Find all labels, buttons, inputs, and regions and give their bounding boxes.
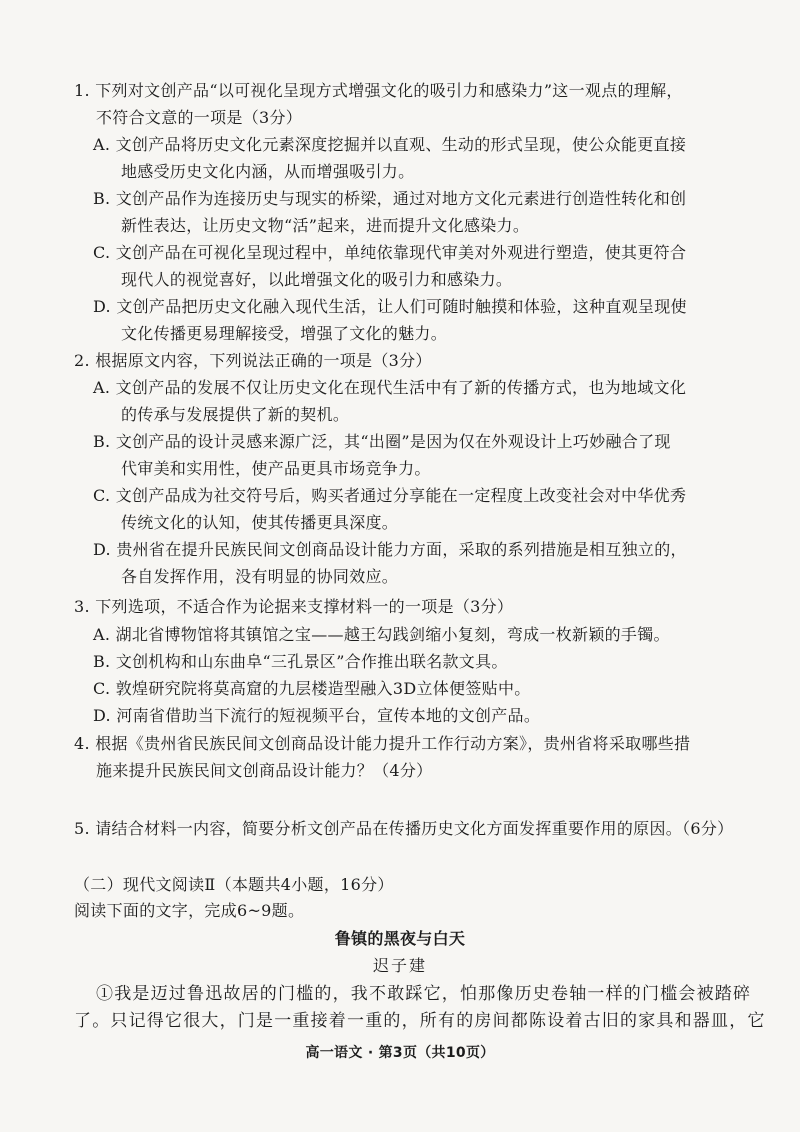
q3-option-b: B. 文创机构和山东曲阜“三孔景区”合作推出联名款文具。 [93, 652, 508, 671]
q1-option-d-line-2: 文化传播更易理解接受，增强了文化的魅力。 [121, 324, 448, 343]
q4-line-2: 施来提升民族民间文创商品设计能力？（4分） [96, 761, 433, 780]
q1-stem-line-1: 1. 下列对文创产品“以可视化呈现方式增强文化的吸引力和感染力”这一观点的理解， [74, 81, 683, 100]
q2-option-a-line-2: 的传承与发展提供了新的契机。 [121, 405, 350, 424]
q2-option-d-line-2: 各自发挥作用，没有明显的协同效应。 [121, 567, 399, 586]
q2-option-d-line-1: D. 贵州省在提升民族民间文创商品设计能力方面，采取的系列措施是相互独立的， [93, 540, 687, 559]
q4-line-1: 4. 根据《贵州省民族民间文创商品设计能力提升工作行动方案》，贵州省将采取哪些措 [74, 734, 691, 753]
q3-stem: 3. 下列选项，不适合作为论据来支撑材料一的一项是（3分） [74, 597, 514, 616]
section-heading: （二）现代文阅读Ⅱ（本题共4小题，16分） [74, 875, 394, 894]
q2-option-c-line-2: 传统文化的认知，使其传播更具深度。 [121, 513, 399, 532]
q1-stem-line-2: 不符合文意的一项是（3分） [96, 108, 303, 127]
article-title: 鲁镇的黑夜与白天 [334, 929, 466, 948]
q2-option-c-line-1: C. 文创产品成为社交符号后，购买者通过分享能在一定程度上改变社会对中华优秀 [93, 486, 687, 505]
section-instruction: 阅读下面的文字，完成6~9题。 [74, 901, 305, 920]
q1-option-b-line-1: B. 文创产品作为连接历史与现实的桥梁，通过对地方文化元素进行创造性转化和创 [93, 189, 687, 208]
article-line-1: ①我是迈过鲁迅故居的门槛的，我不敢踩它，怕那像历史卷轴一样的门槛会被踏碎 [96, 984, 752, 1004]
q3-option-a: A. 湖北省博物馆将其镇馆之宝——越王勾践剑缩小复刻，弯成一枚新颖的手镯。 [93, 625, 670, 644]
q2-option-b-line-2: 代审美和实用性，使产品更具市场竞争力。 [121, 459, 431, 478]
q5: 5. 请结合材料一内容，简要分析文创产品在传播历史文化方面发挥重要作用的原因。（6分） [74, 819, 734, 838]
q2-option-a-line-1: A. 文创产品的发展不仅让历史文化在现代生活中有了新的传播方式，也为地域文化 [93, 378, 687, 397]
article-author: 迟子建 [372, 956, 427, 975]
article-line-2: 了。只记得它很大，门是一重接着一重的，所有的房间都陈设着古旧的家具和器皿，它 [74, 1011, 766, 1031]
page-footer: 高一语文 · 第3页（共10页） [305, 1045, 495, 1061]
q3-option-d: D. 河南省借助当下流行的短视频平台，宣传本地的文创产品。 [93, 706, 541, 725]
q1-option-a-line-1: A. 文创产品将历史文化元素深度挖掘并以直观、生动的形式呈现，使公众能更直接 [93, 135, 687, 154]
q2-option-b-line-1: B. 文创产品的设计灵感来源广泛，其“出圈”是因为仅在外观设计上巧妙融合了现 [93, 432, 671, 451]
q1-option-c-line-1: C. 文创产品在可视化呈现过程中，单纯依靠现代审美对外观进行塑造，使其更符合 [93, 243, 687, 262]
q1-option-a-line-2: 地感受历史文化内涵，从而增强吸引力。 [121, 162, 415, 181]
q3-option-c: C. 敦煌研究院将莫高窟的九层楼造型融入3D立体便签贴中。 [93, 679, 531, 698]
q1-option-b-line-2: 新性表达，让历史文物“活”起来，进而提升文化感染力。 [121, 216, 530, 235]
q2-stem: 2. 根据原文内容，下列说法正确的一项是（3分） [74, 351, 432, 370]
q1-option-c-line-2: 现代人的视觉喜好，以此增强文化的吸引力和感染力。 [121, 270, 513, 289]
q1-option-d-line-1: D. 文创产品把历史文化融入现代生活，让人们可随时触摸和体验，这种直观呈现使 [93, 297, 687, 316]
